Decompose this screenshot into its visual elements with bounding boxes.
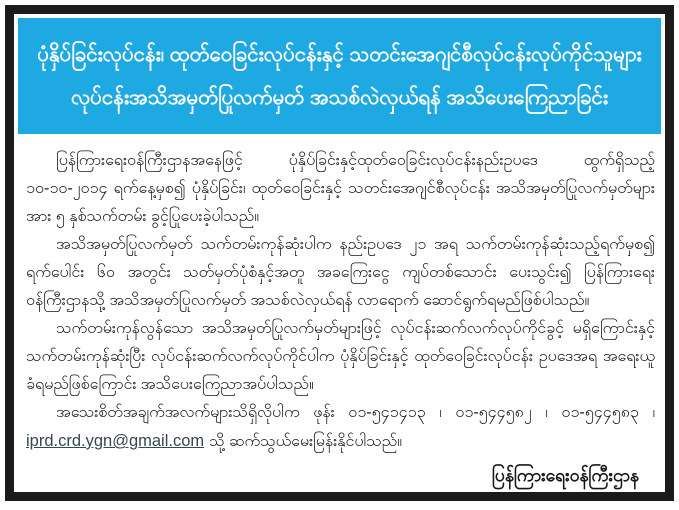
paragraph-license-validity: ပြန်ကြားရေးဝန်ကြီးဌာနအနေဖြင့် ပုံနှိပ်ခြင်းနှင့်ထုတ်ဝေခြင်းလုပ်ငန်းနည်းဥပဒေ ထွက်ရှိသည့် ၁၀-၁၀-၂၀၁၄ ရက်နေ့မှစ၍ ပုံနှိပ်ခြင်း၊ ထုတ်ဝေခြင်းနှင့် သတင်းအေဂျင်စီလုပ်ငန်း အသိအမှတ်ပြုလက်မှတ်များအား ၅ နှစ်သက်တမ်း ခွင့်ပြုပေးခဲ့ပါသည်။ — [26, 152, 655, 225]
document-frame — [5, 5, 674, 501]
contact-outro: သို့ ဆက်သွယ်မေးမြန်းနိုင်ပါသည်။ — [209, 433, 403, 450]
contact-intro-and-phones: အသေးစိတ်အချက်အလက်များသိရှိလိုပါက ဖုန်း ၀၁-၅၄၁၄၁၃ ၊ ၀၁-၅၄၄၅၈၂ ၊ ၀၁-၅၄၄၅၈၃ ၊ — [56, 404, 655, 421]
header-line-1: ပုံနှိပ်ခြင်းလုပ်ငန်း၊ ထုတ်ဝေခြင်းလုပ်ငန်းနှင့် သတင်းအေဂျင်စီလုပ်ငန်းလုပ်ကိုင်သူများ — [37, 42, 642, 66]
signature-ministry: ပြန်ကြားရေးဝန်ကြီးဌာန — [491, 465, 639, 485]
body-text-block — [14, 138, 665, 489]
header-banner — [18, 18, 661, 134]
paragraph-renewal-procedure: အသိအမှတ်ပြုလက်မှတ် သက်တမ်းကုန်ဆုံးပါက နည်းဥပဒေ ၂၁ အရ သက်တမ်းကုန်ဆုံးသည့်ရက်မှစ၍ ရက်ပေါင်း ၆၀ အတွင်း သတ်မှတ်ပုံစံနှင့်အတူ အခကြေးငွေ ကျပ်တစ်သောင်း ပေးသွင်း၍ ပြန်ကြားရေးဝန်ကြီးဌာနသို့ အသိအမှတ်ပြုလက်မှတ် အသစ်လဲလှယ်ရန် လာရောက် ဆောင်ရွက်ရမည်ဖြစ်ပါသည်။ — [26, 236, 655, 309]
paragraph-contact-info — [26, 399, 655, 456]
header-line-2: လုပ်ငန်းအသိအမှတ်ပြုလက်မှတ် အသစ်လဲလှယ်ရန် အသိပေးကြေညာခြင်း — [70, 85, 609, 109]
paragraph-expiry-warning: သက်တမ်းကုန်လွန်သော အသိအမှတ်ပြုလက်မှတ်များဖြင့် လုပ်ငန်းဆက်လက်လုပ်ကိုင်ခွင့် မရှိကြောင်းနှင့် သက်တမ်းကုန်ဆုံးပြီး လုပ်ငန်းဆက်လက်လုပ်ကိုင်ပါက ပုံနှိပ်ခြင်းနှင့် ထုတ်ဝေခြင်းလုပ်ငန်း ဥပဒေအရ အရေးယူခံရမည်ဖြစ်ကြောင်း အသိပေးကြေညာအပ်ပါသည်။ — [26, 320, 655, 393]
contact-email: iprd.crd.ygn@gmail.com — [26, 432, 205, 450]
